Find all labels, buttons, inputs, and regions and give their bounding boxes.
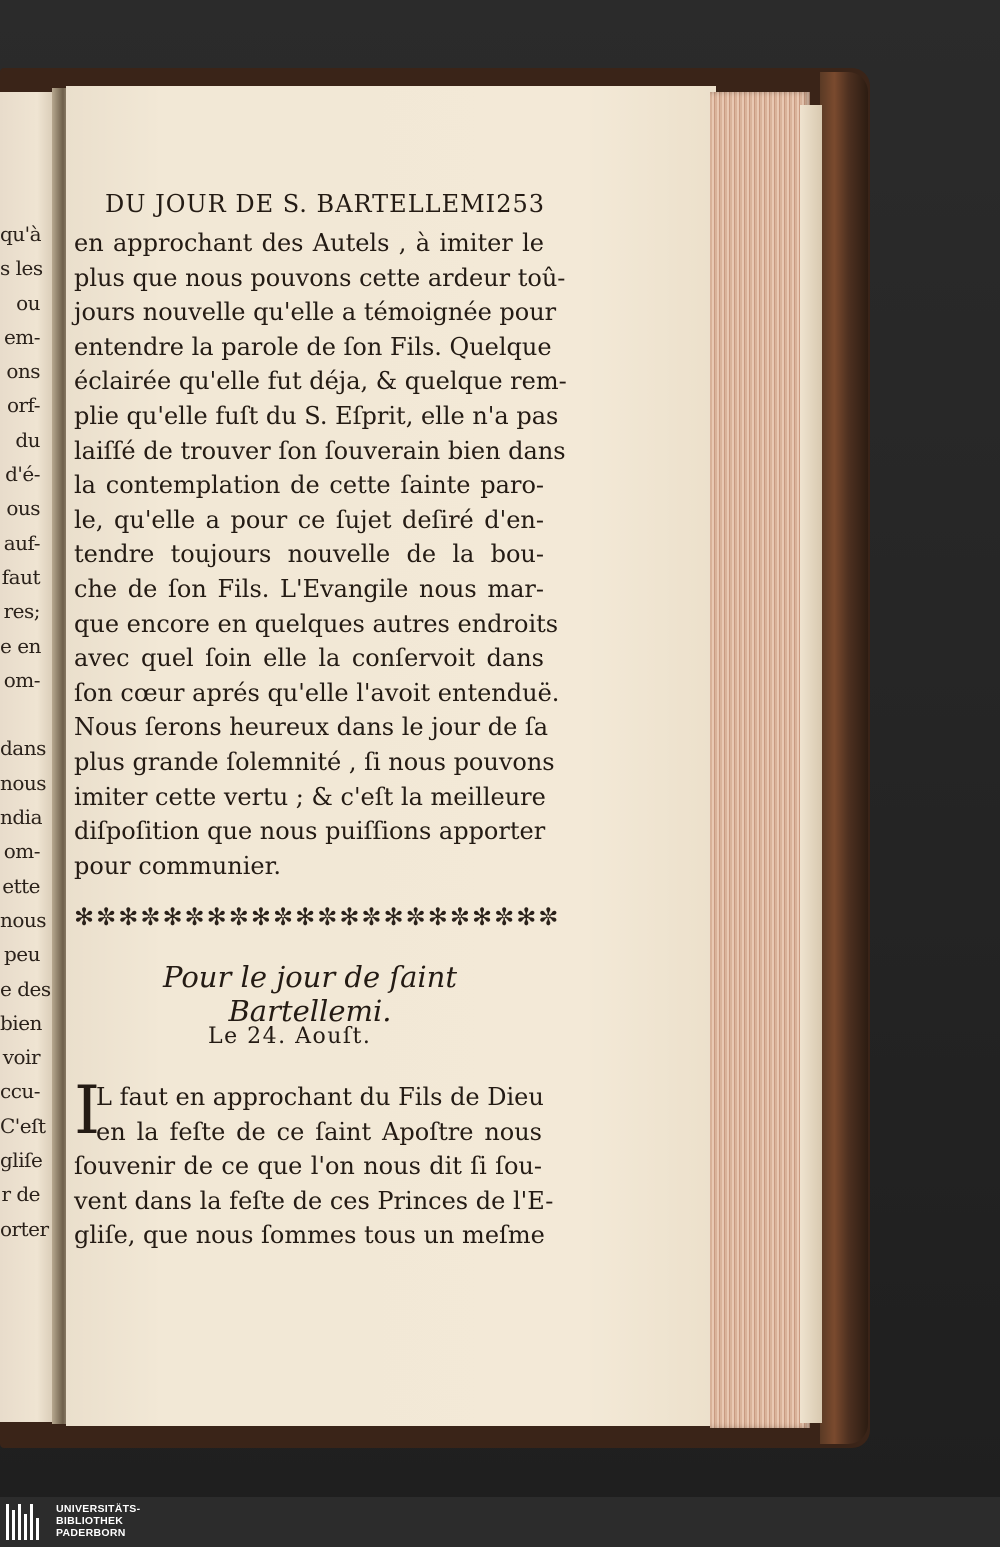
left-page-line: nous [0,770,47,795]
running-header [105,190,545,224]
page-number: 253 [496,190,545,218]
body-line: imiter cette vertu ; & c'eſt la meilleure [74,782,546,811]
body-line: que encore en quelques autres endroits [74,609,559,638]
left-page-line: qu'à [0,222,42,246]
running-head-title: DU JOUR DE S. BARTELLEMI. [105,190,505,218]
left-page-line: s les [0,256,43,281]
section-line: ſouvenir de ce que l'on nous dit ſi ſou- [74,1152,542,1181]
body-line: plus grande ſolemnité , ſi nous pouvons [74,747,555,776]
left-page-line: faut [1,564,40,589]
left-page-line: om- [3,839,40,864]
library-name-line2: BIBLIOTHEK [56,1515,124,1527]
section-line: en la feſte de ce ſaint Apoſtre nous [96,1117,542,1146]
body-line: plie qu'elle fuſt du S. Eſprit, elle n'a pas [74,401,559,430]
library-name-line3: PADERBORN [56,1527,126,1539]
left-page-line: C'eſt [0,1113,46,1138]
left-page-line: r de [1,1182,40,1207]
body-line: jours nouvelle qu'elle a témoignée pour [74,298,557,327]
section-date: Le 24. Aouſt. [208,1024,372,1049]
body-line: éclairée qu'elle fut déja, & quelque rem- [74,367,567,396]
body-line: Nous ſerons heureux dans le jour de ſa [74,713,549,742]
page-edges [710,92,810,1428]
body-line: diſpoſition que nous puiſſions apporter [74,817,546,846]
library-name [56,1503,140,1539]
section-line: vent dans la feſte de ces Princes de l'E- [74,1186,554,1215]
left-page-line [0,702,40,736]
body-line: plus que nous pouvons cette ardeur toû- [74,263,566,292]
left-page-line: du [15,427,40,452]
left-page-line: dans [0,736,46,761]
left-page-line: res; [3,599,40,624]
left-page-line: bien [0,1010,42,1035]
library-name-line1: UNIVERSITÄTS- [56,1503,141,1515]
body-line: laiſſé de trouver ſon ſouverain bien dans [74,436,566,465]
section-line: L faut en approchant du Fils de Dieu [96,1083,544,1111]
left-page-line: ccu- [0,1079,41,1104]
drop-cap: I [74,1072,101,1149]
body-line: en approchant des Autels , à imiter le [74,229,544,257]
section-title: Pour le jour de ſaint Bartellemi. [163,960,457,1028]
left-page-line: orf- [6,393,40,418]
left-page-line: voir [2,1045,40,1070]
body-line: entendre la parole de ſon Fils. Quelque [74,332,552,361]
left-page-line: peu [3,942,40,967]
body-line: la contemplation de cette ſainte paro- [74,471,544,500]
body-line: ſon cœur aprés qu'elle l'avoit entenduë. [74,678,560,707]
body-line: tendre toujours nouvelle de la bou- [74,540,544,569]
left-page-line: auf- [3,530,40,555]
library-logo-icon [6,1504,46,1540]
book-spine-edge [820,72,868,1444]
body-line: che de ſon Fils. L'Evangile nous mar- [74,574,544,603]
library-footer [0,1497,1000,1547]
body-line: pour communier. [74,851,282,880]
body-line: le, qu'elle a pour ce ſujet deſiré d'en- [74,505,544,534]
body-line: avec quel ſoin elle la conſervoit dans [74,644,544,673]
left-page-line: nous [0,907,47,932]
left-page-line: ou [16,290,40,315]
left-page-line: ndia [0,805,43,830]
left-page-line: gliſe [0,1148,43,1173]
left-page-line: e en [0,633,41,658]
left-page-line: d'é- [5,462,40,487]
section-line: gliſe, que nous ſommes tous un meſme [74,1221,545,1250]
left-page-line: orter [0,1216,49,1241]
left-page-line: em- [3,324,40,349]
left-page-line: om- [3,667,40,692]
section-body-text [74,1072,554,1253]
page-edges-inner [800,105,822,1423]
left-page-text [0,222,51,1251]
ornament-divider: ✻✼✻✼✻✼✻✼✻✼✻✼✻✼✻✼✻✼✻✼✻✼ [74,903,561,931]
left-page-line: e des [0,976,51,1001]
left-page-line: ons [6,359,40,384]
left-page-line: ette [2,873,40,898]
left-page-line: ous [6,496,40,521]
body-text [74,226,567,883]
